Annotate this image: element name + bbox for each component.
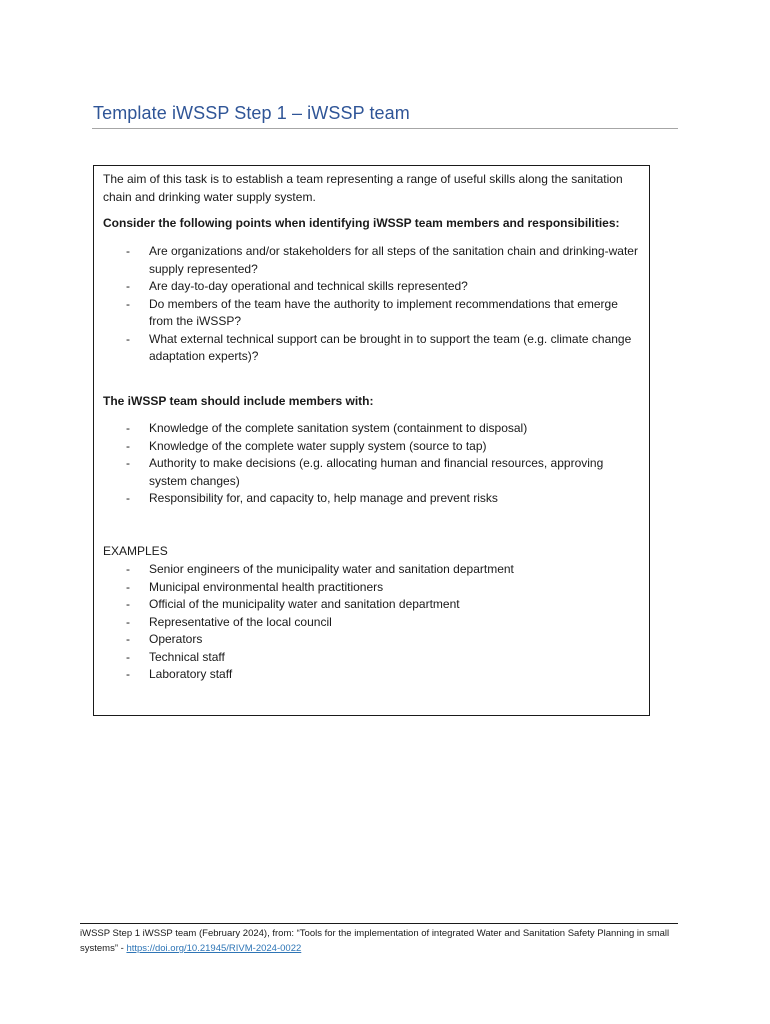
list-item-text: Knowledge of the complete sanitation system (containment to disposal): [149, 421, 528, 435]
intro-text: The aim of this task is to establish a team representing a range of useful skills along the sanitation chain and drinking water supply system.: [103, 172, 623, 204]
bullet-dash: -: [126, 667, 130, 681]
bullet-dash: -: [126, 491, 130, 505]
list-item: [103, 579, 638, 597]
list-item-text: Authority to make decisions (e.g. allocating human and financial resources, approving system changes): [149, 456, 604, 488]
list-item: [103, 561, 638, 579]
list-item: [103, 331, 638, 366]
list-item: [103, 649, 638, 667]
list-item: [103, 614, 638, 632]
list-item-text: Do members of the team have the authority to implement recommendations that emerge from the iWSSP?: [149, 296, 618, 328]
list-item: [103, 243, 638, 278]
list-item: [103, 455, 638, 490]
list-item-text: Senior engineers of the municipality water and sanitation department: [149, 562, 514, 576]
consider-heading: Consider the following points when identifying iWSSP team members and responsibilities:: [103, 216, 620, 230]
list-item: [103, 631, 638, 649]
list-item-text: What external technical support can be brought in to support the team (e.g. climate change adaptation experts)?: [149, 331, 632, 363]
examples-list: [103, 561, 638, 684]
list-item: [103, 438, 638, 456]
bullet-dash: -: [126, 614, 130, 629]
list-item: [103, 596, 638, 614]
list-item-text: Responsibility for, and capacity to, help manage and prevent risks: [149, 491, 498, 505]
list-item: [103, 296, 638, 331]
footer-divider: [80, 923, 678, 924]
list-item-text: Operators: [149, 632, 203, 646]
doi-link[interactable]: https://doi.org/10.21945/RIVM-2024-0022: [126, 943, 302, 954]
page-title: Template iWSSP Step 1 – iWSSP team: [93, 103, 410, 123]
members-list: [103, 420, 638, 508]
bullet-dash: -: [126, 279, 130, 293]
bullet-dash: -: [126, 244, 130, 258]
list-item: [103, 420, 638, 438]
list-item-text: Laboratory staff: [149, 667, 233, 681]
list-item: [103, 490, 638, 508]
list-item-text: Official of the municipality water and sanitation department: [149, 597, 460, 611]
list-item-text: Municipal environmental health practitioners: [149, 579, 384, 594]
members-heading: The iWSSP team should include members with:: [103, 394, 374, 408]
bullet-dash: -: [126, 438, 130, 453]
bullet-dash: -: [126, 562, 130, 576]
title-divider: [92, 128, 678, 129]
bullet-dash: -: [126, 331, 130, 346]
list-item: [103, 666, 638, 684]
consider-list: [103, 243, 638, 366]
bullet-dash: -: [126, 296, 130, 311]
list-item-text: Representative of the local council: [149, 614, 332, 629]
list-item: [103, 278, 638, 296]
list-item-text: Are organizations and/or stakeholders for all steps of the sanitation chain and drinking-water supply represented?: [149, 244, 638, 276]
bullet-dash: -: [126, 597, 130, 611]
bullet-dash: -: [126, 579, 130, 594]
bullet-dash: -: [126, 456, 130, 470]
footer-citation: [80, 926, 680, 956]
list-item-text: Technical staff: [149, 649, 225, 664]
bullet-dash: -: [126, 649, 130, 664]
bullet-dash: -: [126, 632, 130, 646]
list-item-text: Knowledge of the complete water supply system (source to tap): [149, 438, 487, 453]
list-item-text: Are day-to-day operational and technical skills represented?: [149, 279, 468, 293]
bullet-dash: -: [126, 421, 130, 435]
examples-heading: EXAMPLES: [103, 544, 168, 558]
footer-text: iWSSP Step 1 iWSSP team (February 2024), from: “Tools for the implementation of integrated Water and Sanitation Safety Planning in small systems” -: [80, 928, 670, 954]
